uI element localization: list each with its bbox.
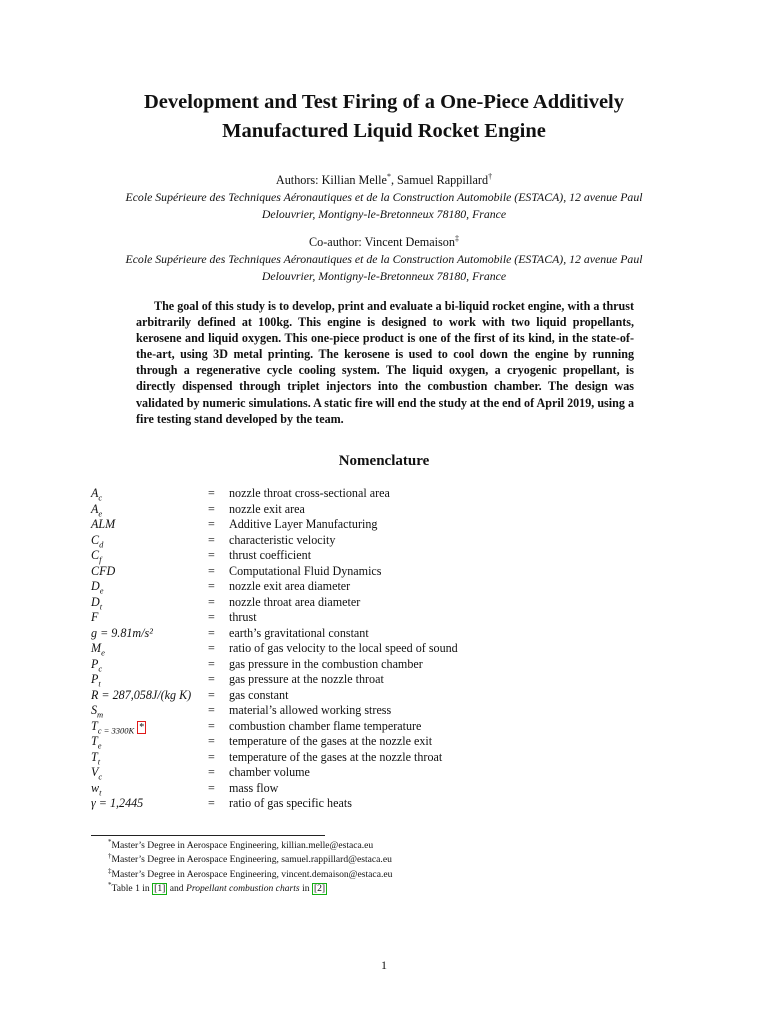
nomenclature-symbol: $S_m$ — [91, 703, 104, 720]
coauthor-line — [60, 234, 708, 251]
nomenclature-symbol: $A_c$ — [91, 486, 103, 503]
authors-affiliation-line-1: Ecole Supérieure des Techniques Aéronautiques et de la Construction Automobile (ESTACA), 12 avenue Paul — [125, 190, 643, 204]
footnote-1: *Master’s Degree in Aerospace Engineering, killian.melle@estaca.eu — [108, 837, 374, 851]
nomenclature-description: combustion chamber flame temperature — [229, 718, 422, 733]
nomenclature-equals: = — [208, 501, 215, 516]
nomenclature-equals: = — [208, 656, 215, 671]
nomenclature-symbol: $D_e$ — [91, 579, 104, 596]
footnote-rule — [91, 835, 325, 836]
nomenclature-equals: = — [208, 780, 215, 795]
title-line-1: Development and Test Firing of a One-Piece Additively — [143, 91, 625, 113]
page-number: 1 — [381, 958, 387, 972]
authors-affiliation-line-2: Delouvrier, Montigny-le-Bretonneux 78180, France — [261, 207, 507, 221]
authors-text-2: , Samuel Rappillard — [390, 173, 489, 187]
nomenclature-description: mass flow — [229, 780, 279, 795]
nomenclature-symbol: $C_d$ — [91, 532, 104, 549]
nomenclature-symbol: $P_c$ — [91, 656, 103, 673]
coauthor-mark: ‡ — [454, 233, 459, 243]
nomenclature-description: temperature of the gases at the nozzle exit — [229, 734, 433, 748]
nomenclature-equals: = — [208, 579, 215, 593]
nomenclature-description: chamber volume — [229, 765, 310, 779]
nomenclature-description: earth’s gravitational constant — [229, 625, 369, 640]
footnote-ref-link[interactable]: * — [139, 721, 145, 733]
nomenclature-description: gas pressure in the combustion chamber — [229, 656, 423, 671]
nomenclature-symbol: F — [91, 610, 99, 624]
footnotes — [108, 839, 392, 896]
nomenclature-description: material’s allowed working stress — [229, 703, 392, 717]
nomenclature-description: temperature of the gases at the nozzle throat — [229, 749, 443, 764]
nomenclature-description: ratio of gas velocity to the local speed of sound — [229, 641, 458, 655]
abstract — [136, 298, 634, 427]
nomenclature-symbol: $T_{c = 3300K}$ * — [91, 718, 145, 735]
nomenclature-symbol: CFD — [91, 563, 116, 578]
nomenclature-description: nozzle exit area diameter — [229, 579, 351, 593]
citation-link-1[interactable]: [1] — [154, 882, 166, 894]
nomenclature-symbol: ALM — [91, 517, 116, 531]
paper-title — [0, 88, 768, 146]
nomenclature-symbol: $D_t$ — [91, 594, 103, 611]
nomenclature-description: gas pressure at the nozzle throat — [229, 672, 384, 686]
citation-link-2[interactable]: [2] — [313, 882, 326, 894]
nomenclature-heading: Nomenclature — [338, 453, 430, 469]
nomenclature-equals: = — [208, 749, 215, 764]
nomenclature-equals: = — [208, 672, 215, 686]
nomenclature-equals: = — [208, 486, 215, 500]
author2-mark: † — [488, 171, 493, 181]
footnote-3: ‡Master’s Degree in Aerospace Engineering, vincent.demaison@estaca.eu — [108, 866, 393, 880]
nomenclature-equals: = — [208, 610, 215, 624]
nomenclature-symbol: $V_c$ — [91, 765, 103, 782]
footnote-2: †Master’s Degree in Aerospace Engineering, samuel.rappillard@estaca.eu — [108, 852, 392, 866]
coauthor-block — [60, 234, 708, 285]
nomenclature-equals: = — [208, 625, 215, 640]
abstract-text: The goal of this study is to develop, print and evaluate a bi-liquid rocket engine, with a thrust arbitrarily defined at 100kg. This engine is designed to work with two liquid propellants, kerosene and liquid oxygen. This one-piece product is one of the first of its kind, in the state-of-the-art, using 3D metal printing. The kerosene is used to cool down the engine by running through a regenerative cycle cooling system. The liquid oxygen, a cryogenic propellant, is directly dispensed through triplet injectors into the combustion chamber. The design was validated by numeric simulations. A static fire will end the study at the end of April 2019, using a fire testing stand developed by the team. — [136, 299, 634, 426]
nomenclature-symbol: $T_t$ — [91, 749, 101, 766]
nomenclature-symbol: $A_e$ — [91, 501, 103, 518]
nomenclature-description: thrust — [229, 610, 257, 624]
nomenclature-description: characteristic velocity — [229, 532, 336, 547]
nomenclature-symbol: g = 9.81m/s² — [91, 625, 153, 640]
coauthor-text: Co-author: Vincent Demaison — [309, 235, 455, 249]
nomenclature-equals: = — [208, 532, 215, 547]
nomenclature-symbol: γ = 1,2445 — [91, 796, 144, 810]
nomenclature-equals: = — [208, 517, 215, 531]
nomenclature-equals: = — [208, 718, 215, 733]
nomenclature-equals: = — [208, 796, 215, 810]
nomenclature-description: nozzle exit area — [229, 501, 305, 516]
coauthor-affiliation-line-1: Ecole Supérieure des Techniques Aéronautiques et de la Construction Automobile (ESTACA), 12 avenue Paul — [125, 252, 643, 266]
nomenclature-description: Computational Fluid Dynamics — [229, 563, 382, 578]
nomenclature-symbol: $C_f$ — [91, 548, 102, 565]
nomenclature-equals: = — [208, 548, 215, 562]
nomenclature-symbol: $w_t$ — [91, 780, 102, 797]
nomenclature-description: nozzle throat cross-sectional area — [229, 486, 390, 500]
title-line-2: Manufactured Liquid Rocket Engine — [222, 120, 546, 142]
nomenclature-equals: = — [208, 594, 215, 609]
nomenclature-description: Additive Layer Manufacturing — [229, 517, 378, 531]
nomenclature-symbol: R = 287,058J/(kg K) — [91, 687, 192, 702]
nomenclature-description: nozzle throat area diameter — [229, 594, 361, 609]
nomenclature-equals: = — [208, 703, 215, 717]
nomenclature-description: thrust coefficient — [229, 548, 312, 562]
authors-block — [60, 172, 708, 223]
nomenclature-description: ratio of gas specific heats — [229, 796, 352, 810]
authors-text: Authors: Killian Melle — [275, 173, 387, 187]
coauthor-affiliation-line-2: Delouvrier, Montigny-le-Bretonneux 78180, France — [261, 269, 507, 283]
nomenclature-equals: = — [208, 734, 215, 748]
authors-line — [60, 172, 708, 189]
nomenclature-equals: = — [208, 641, 215, 655]
author1-mark: * — [386, 171, 391, 181]
nomenclature-symbol: $P_t$ — [91, 672, 101, 689]
nomenclature-symbol: $M_e$ — [91, 641, 105, 658]
nomenclature-equals: = — [208, 563, 215, 578]
nomenclature-equals: = — [208, 687, 215, 702]
footnote-4: *Table 1 in [1] and Propellant combustion charts in [2] — [108, 880, 326, 894]
nomenclature-symbol: $T_e$ — [91, 734, 102, 751]
nomenclature-description: gas constant — [229, 687, 289, 702]
nomenclature-equals: = — [208, 765, 215, 779]
